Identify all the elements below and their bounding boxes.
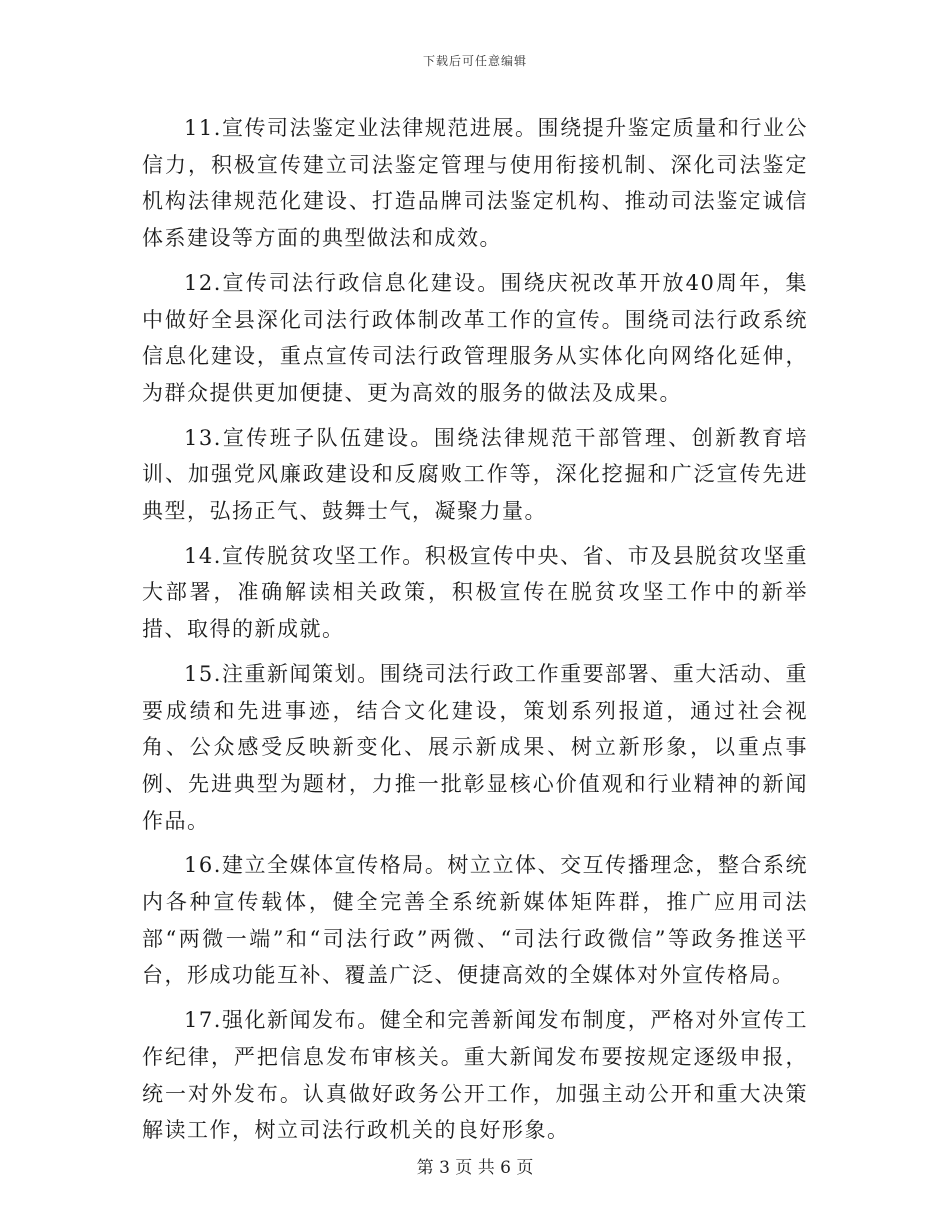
document-body (142, 110, 808, 1149)
paragraph-11: 11.宣传司法鉴定业法律规范进展。围绕提升鉴定质量和行业公信力，积极宣传建立司法鉴定管理与使用衔接机制、深化司法鉴定机构法律规范化建设、打造品牌司法鉴定机构、推动司法鉴定诚信体系建设等方面的典型做法和成效。 (142, 116, 808, 251)
paragraph-13: 13.宣传班子队伍建设。围绕法律规范干部管理、创新教育培训、加强党风廉政建设和反腐败工作等，深化挖掘和广泛宣传先进典型，弘扬正气、鼓舞士气，凝聚力量。 (142, 425, 808, 524)
paragraph-17: 17.强化新闻发布。健全和完善新闻发布制度，严格对外宣传工作纪律，严把信息发布审核关。重大新闻发布要按规定逐级申报，统一对外发布。认真做好政务公开工作，加强主动公开和重大决策解读工作，树立司法行政机关的良好形象。 (142, 1008, 808, 1143)
header-note: 下载后可任意编辑 (422, 54, 527, 68)
paragraph-12: 12.宣传司法行政信息化建设。围绕庆祝改革开放40周年，集中做好全县深化司法行政体制改革工作的宣传。围绕司法行政系统信息化建设，重点宣传司法行政管理服务从实体化向网络化延伸，为群众提供更加便捷、更为高效的服务的做法及成果。 (142, 270, 808, 405)
paragraph-16: 16.建立全媒体宣传格局。树立立体、交互传播理念，整合系统内各种宣传载体，健全完善全系统新媒体矩阵群，推广应用司法部“两微一端”和“司法行政”两微、“司法行政微信”等政务推送平台，形成功能互补、覆盖广泛、便捷高效的全媒体对外宣传格局。 (142, 853, 808, 988)
paragraph-14: 14.宣传脱贫攻坚工作。积极宣传中央、省、市及县脱贫攻坚重大部署，准确解读相关政策，积极宣传在脱贫攻坚工作中的新举措、取得的新成就。 (142, 543, 808, 642)
paragraph-15: 15.注重新闻策划。围绕司法行政工作重要部署、重大活动、重要成绩和先进事迹，结合文化建设，策划系列报道，通过社会视角、公众感受反映新变化、展示新成果、树立新形象，以重点事例、先进典型为题材，力推一批彰显核心价值观和行业精神的新闻作品。 (142, 661, 808, 833)
page-number-footer: 第 3 页 共 6 页 (416, 1158, 534, 1178)
